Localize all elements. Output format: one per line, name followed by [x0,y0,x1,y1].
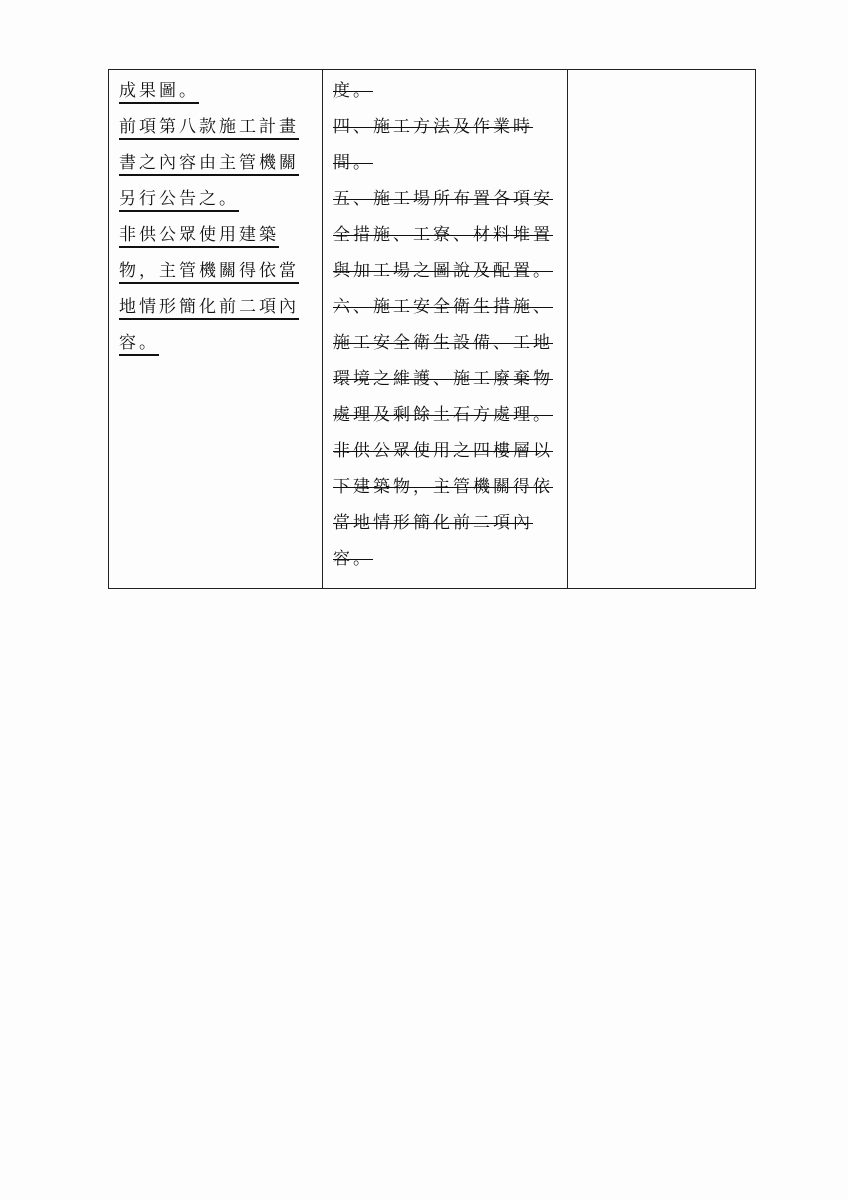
table-row [109,70,756,589]
current-line: 下建築物，主管機關得依 [333,477,553,497]
amended-line: 地情形簡化前二項內 [119,297,299,317]
amended-line: 物，主管機關得依當 [119,261,299,281]
current-text-cell [323,70,568,589]
current-line: 非供公眾使用之四樓層以 [333,441,553,461]
amended-line: 非供公眾使用建築 [119,225,279,245]
current-line: 容。 [333,549,373,569]
comparison-table [108,69,756,589]
explanation-cell [568,70,756,589]
amended-text-cell [109,70,323,589]
current-line: 全措施、工寮、材料堆置 [333,225,553,245]
amended-line: 前項第八款施工計畫 [119,117,299,137]
current-line: 間。 [333,153,373,173]
amended-line: 容。 [119,333,159,353]
amended-line: 另行公告之。 [119,189,239,209]
current-line: 度。 [333,81,373,101]
current-line: 當地情形簡化前二項內 [333,513,533,533]
current-line: 施工安全衛生設備、工地 [333,333,553,353]
current-line: 與加工場之圖說及配置。 [333,261,553,281]
current-line: 六、施工安全衛生措施、 [333,297,553,317]
current-line: 處理及剩餘土石方處理。 [333,405,553,425]
current-line: 環境之維護、施工廢棄物 [333,369,553,389]
current-line: 五、施工場所布置各項安 [333,189,553,209]
amended-line: 成果圖。 [119,81,199,101]
current-line: 四、施工方法及作業時 [333,117,533,137]
amended-line: 書之內容由主管機關 [119,153,299,173]
